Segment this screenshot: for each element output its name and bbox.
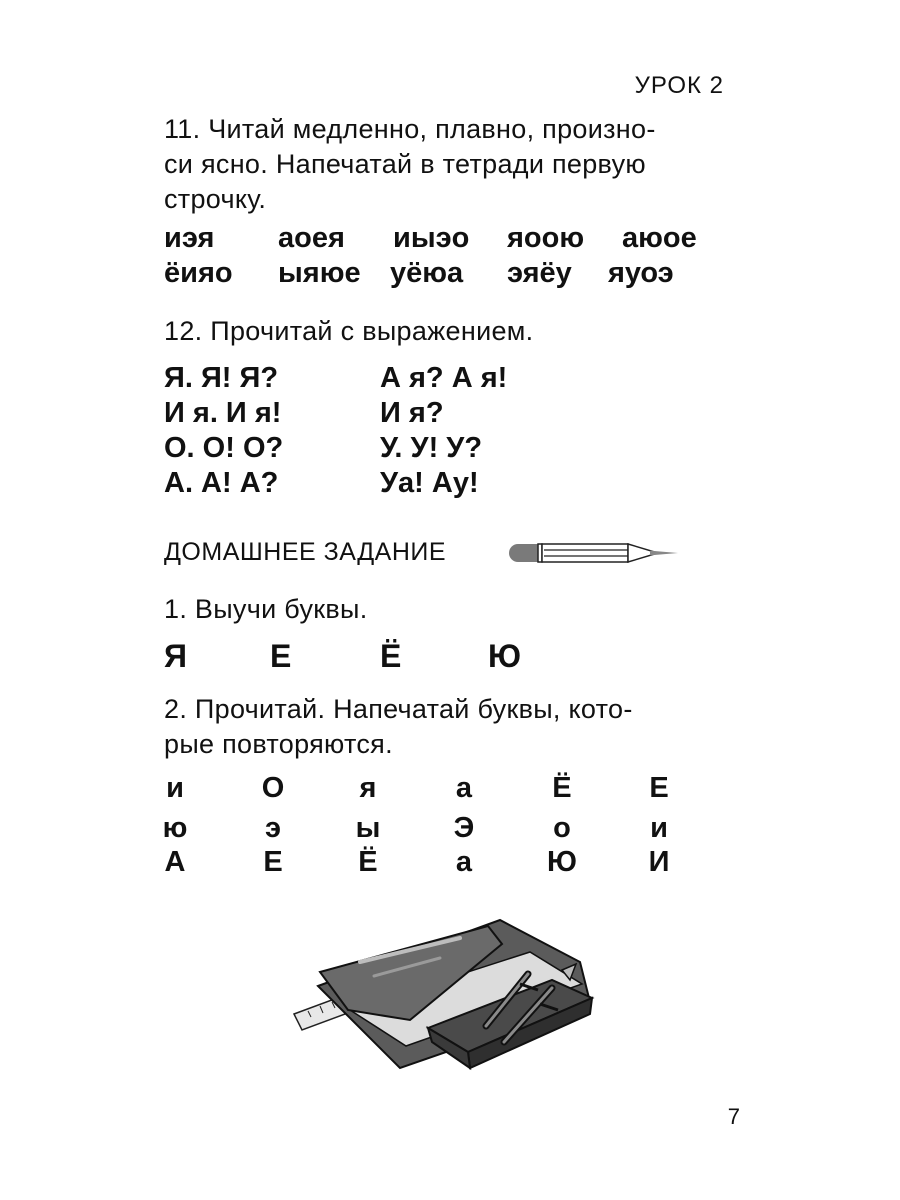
grid-letter: А	[164, 846, 186, 878]
task-11-line: си ясно. Напечатай в тетради первую	[164, 149, 646, 179]
grid-letter: я	[359, 772, 377, 804]
syllable-group: аюое	[622, 222, 697, 254]
expression-left: Я. Я! Я?	[164, 362, 279, 394]
task-12-title: 12. Прочитай с выражением.	[164, 316, 534, 346]
grid-letter: а	[455, 846, 473, 878]
grid-letter: э	[264, 812, 281, 844]
letter-to-learn: Ё	[380, 638, 402, 674]
letter-to-learn: Е	[270, 638, 292, 674]
homework-task-2-text	[164, 692, 734, 762]
expression-left: И я. И я!	[164, 397, 282, 429]
letter-to-learn: Я	[164, 638, 187, 674]
grid-letter: Е	[263, 846, 283, 878]
letter-to-learn: Ю	[488, 638, 521, 674]
grid-letter: Ё	[358, 846, 378, 878]
task-11-line: 11. Читай медленно, плавно, произно-	[164, 114, 656, 144]
grid-letter: О	[261, 772, 285, 804]
expression-right: А я? А я!	[380, 362, 508, 394]
grid-letter: и	[650, 812, 668, 844]
syllable-group: иыэо	[393, 222, 470, 254]
grid-letter: о	[553, 812, 571, 844]
letter-grid-row-1	[164, 772, 684, 808]
syllable-group: ёияо	[164, 257, 233, 289]
grid-letter: Е	[649, 772, 669, 804]
letter-grid-row-3	[164, 846, 684, 882]
syllable-group: яуоэ	[608, 257, 674, 289]
expression-left: О. О! О?	[164, 432, 284, 464]
syllable-group: эяёу	[507, 257, 572, 289]
syllable-group: яоою	[507, 222, 585, 254]
grid-letter: Ю	[547, 846, 577, 878]
grid-letter: и	[166, 772, 184, 804]
syllable-group: ыяюе	[278, 257, 361, 289]
grid-letter: Э	[453, 812, 475, 844]
page-number: 7	[727, 1104, 740, 1129]
grid-letter: а	[455, 772, 473, 804]
grid-letter: Ё	[552, 772, 572, 804]
homework-task-1-title: 1. Выучи буквы.	[164, 594, 368, 624]
homework-task-2-line: рые повторяются.	[164, 729, 393, 759]
grid-letter: ы	[355, 812, 381, 844]
letter-grid-row-2	[164, 812, 684, 848]
expression-right: У. У! У?	[380, 432, 483, 464]
expression-right: Уа! Ау!	[380, 467, 479, 499]
syllable-group: уёюа	[390, 257, 464, 289]
grid-letter: И	[648, 846, 670, 878]
pencil-icon	[508, 540, 680, 566]
syllable-group: иэя	[164, 222, 215, 254]
homework-title: ДОМАШНЕЕ ЗАДАНИЕ	[164, 538, 447, 566]
task-11-text	[164, 112, 734, 217]
homework-task-2-line: 2. Прочитай. Напечатай буквы, кото-	[164, 694, 633, 724]
expression-right: И я?	[380, 397, 444, 429]
syllable-group: аоея	[278, 222, 345, 254]
task-11-line: строчку.	[164, 184, 267, 214]
book-and-pencil-case-icon	[290, 918, 600, 1098]
expression-left: А. А! А?	[164, 467, 279, 499]
lesson-header: УРОК 2	[634, 72, 724, 99]
grid-letter: ю	[162, 812, 188, 844]
